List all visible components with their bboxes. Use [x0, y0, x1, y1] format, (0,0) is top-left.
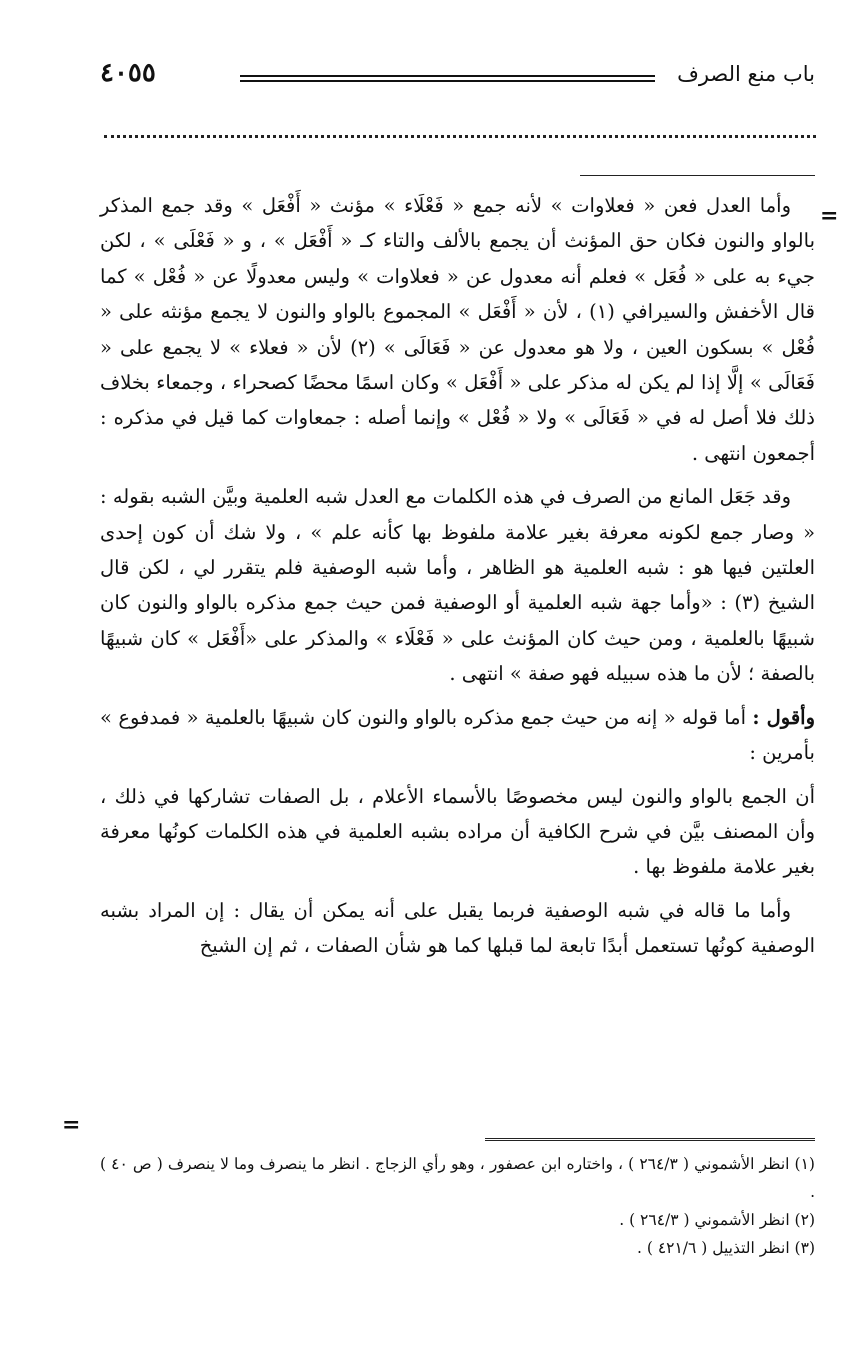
page-header: [100, 58, 815, 102]
paragraph-5: وأما ما قاله في شبه الوصفية فربما يقبل على أنه يمكن أن يقال : إن المراد بشبه الوصفية كونُها تستعمل أبدًا تابعة لما قبلها كما هو شأن الصفات ، ثم إن الشيخ: [100, 898, 815, 958]
footnotes: [100, 1150, 815, 1262]
footnote-1: (١) انظر الأشموني ( ٢٦٤/٣ ) ، واختاره ابن عصفور ، وهو رأي الزجاج . انظر ما ينصرف وما لا ينصرف ( ص ٤٠ ) .: [100, 1155, 815, 1201]
paragraph-2: وقد جَعَل المانع من الصرف في هذه الكلمات مع العدل شبه العلمية وبيَّن الشبه بقوله : « وصار جمع لكونه معرفة بغير علامة ملفوظ بها كأنه علم » ، ولا شك أن كون إحدى العلتين فيها هو : شبه العلمية هو الظاهر ، وأما شبه الوصفية فلم يتقرر لي ، لكن قال الشيخ (٣) : «وأما جهة شبه العلمية أو الوصفية فمن حيث جمع مذكره بالواو والنون كان شبيهًا بالعلمية ، ومن حيث كان المؤنث على « فَعْلَاء » والمذكر على «أَفْعَل » كان شبيهًا بالصفة ؛ لأن ما هذه سبيله فهو صفة » انتهى .: [100, 485, 815, 686]
running-title: باب منع الصرف: [677, 62, 815, 86]
footnote-rule: [485, 1138, 815, 1141]
paragraph-4: أن الجمع بالواو والنون ليس مخصوصًا بالأسماء الأعلام ، بل الصفات تشاركها في ذلك ، وأن المصنف بيَّن في شرح الكافية أن مراده بشبه العلمية في هذه الكلمات كونُها معرفة بغير علامة ملفوظ بها .: [100, 784, 815, 879]
header-double-rule: [240, 75, 655, 82]
footnote-3: (٣) انظر التذييل ( ٤٢١/٦ ) .: [636, 1239, 815, 1257]
page-number: ٤٠٥٥: [100, 58, 156, 88]
paragraph-3-text: أما قوله « إنه من حيث جمع مذكره بالواو والنون كان شبيهًا بالعلمية « فمدفوع » بأمرين :: [100, 705, 815, 765]
paragraph-3-lead: وأقول :: [752, 705, 815, 729]
paragraph-1: وأما العدل فعن « فعلاوات » لأنه جمع « فَعْلَاء » مؤنث « أَفْعَل » وقد جمع المذكر بالواو والنون فكان حق المؤنث أن يجمع بالألف والتاء كـ « أَفْعَل » ، و « فَعْلَى » ، لكن جيء به على « فُعَل » فعلم أنه معدول عن « فعلاوات » وليس معدولًا عن « فُعْل » كما قال الأخفش والسيرافي (١) ، لأن « أَفْعَل » المجموع بالواو والنون لا يجمع مؤنثه على « فُعْل » بسكون العين ، ولا هو معدول عن « فَعَالَى » (٢) لأن « فعلاء » لا يجمع على « فَعَالَى » إلَّا إذا لم يكن له مذكر على « أَفْعَل » وكان اسمًا محضًا كصحراء ، وجمعاء بخلاف ذلك فلا أصل له في « فَعَالَى » ولا « فُعْل » وإنما أصله : جمعاوات كما قيل في مذكره : أجمعون انتهى .: [100, 194, 816, 465]
footnote-2: (٢) انظر الأشموني ( ٢٦٤/٣ ) .: [619, 1211, 815, 1229]
main-text: [100, 188, 815, 972]
paragraph-3: [100, 700, 815, 771]
continuation-mark-end: =: [62, 1112, 81, 1138]
dotted-separator: [104, 135, 816, 138]
short-rule: [580, 175, 815, 176]
continuation-mark-start: =: [820, 203, 839, 229]
